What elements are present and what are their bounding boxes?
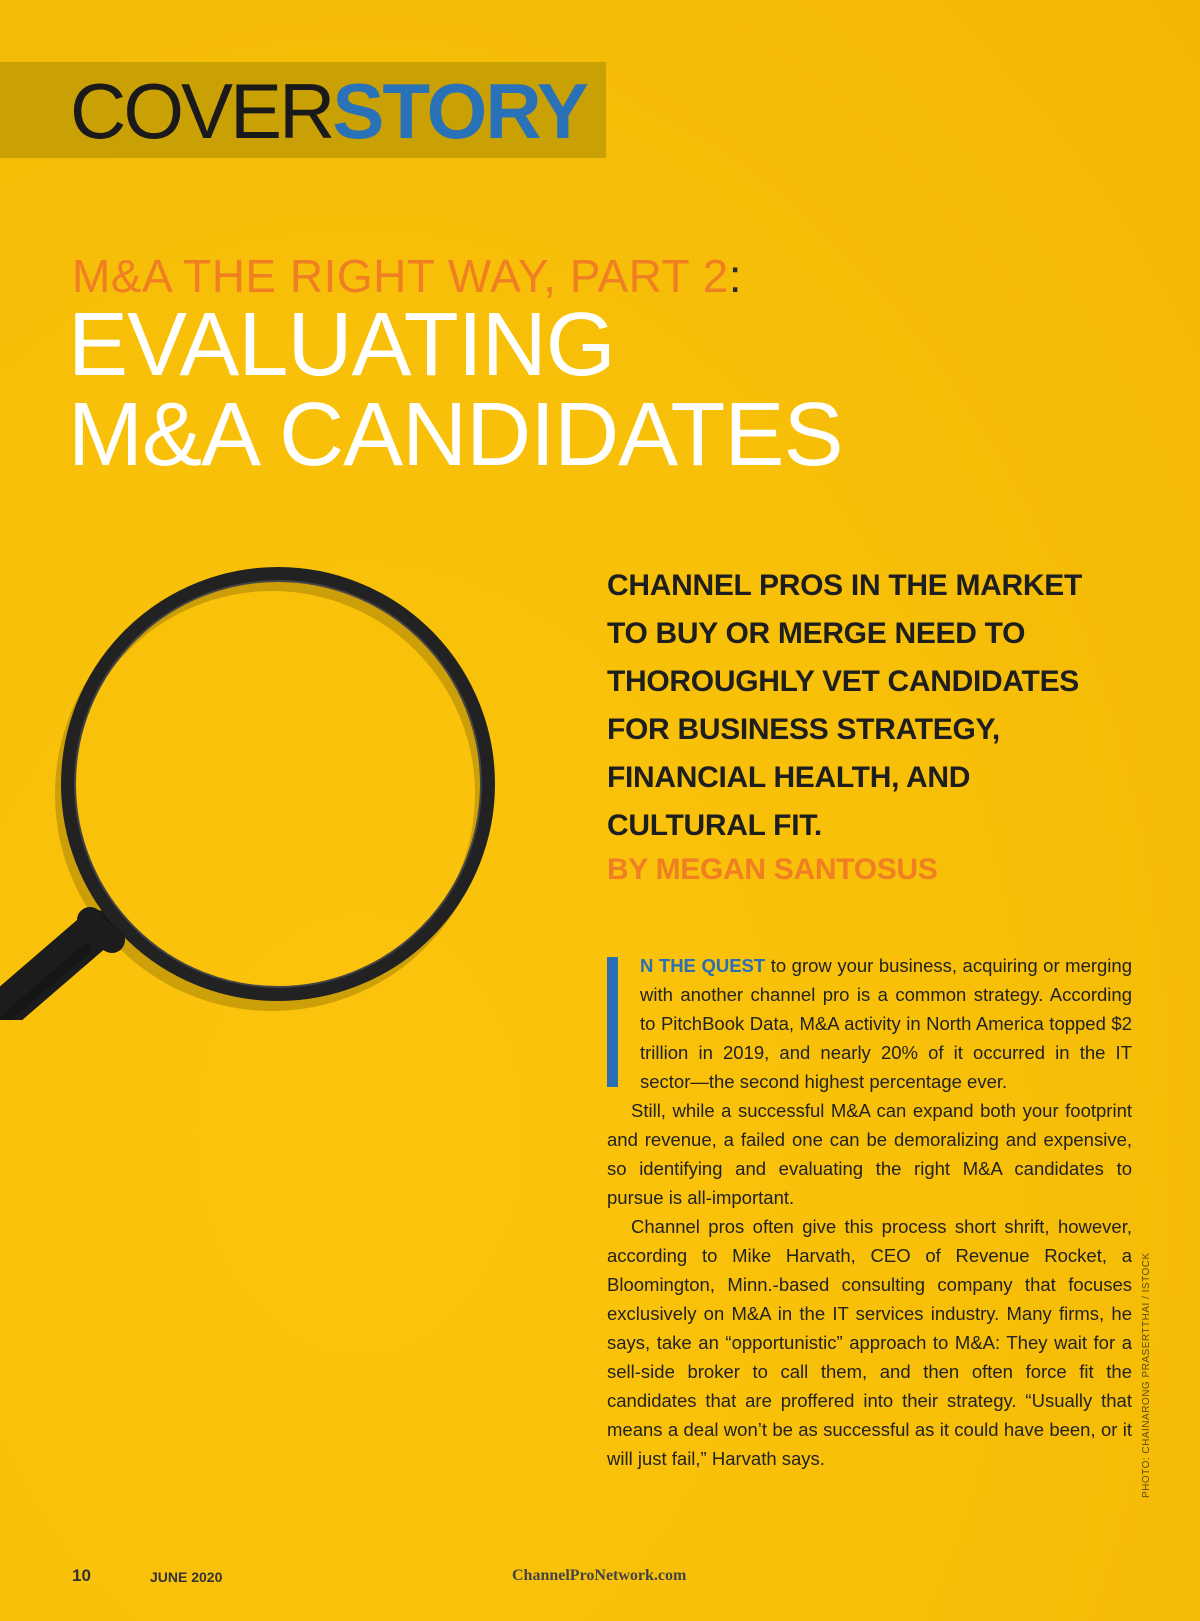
deck-line: THOROUGHLY VET CANDIDATES <box>607 665 1079 698</box>
deck-line: TO BUY OR MERGE NEED TO <box>607 617 1026 650</box>
deck-line: FINANCIAL HEALTH, AND <box>607 761 971 794</box>
article-body <box>607 951 1132 1473</box>
lead-in: N THE QUEST <box>640 955 766 976</box>
section-label-cover: COVER <box>70 67 333 155</box>
article-paragraph <box>607 951 1132 1096</box>
photo-credit: PHOTO: CHAINARONG PRASERTTHAI / ISTOCK <box>1141 1252 1152 1498</box>
article-paragraph: Still, while a successful M&A can expand both your footprint and revenue, a failed one can be demoralizing and expensive, so identifying and evaluating the right M&A candidates to pursue is all-important. <box>607 1100 1132 1208</box>
deck-line: CULTURAL FIT. <box>607 809 822 842</box>
article-paragraph: Channel pros often give this process short shrift, however, according to Mike Harvath, CEO of Revenue Rocket, a Bloomington, Minn.-based consulting company that focuses exclusively on M&A in the IT services industry. Many firms, he says, take an “opportunistic” approach to M&A: They wait for a sell-side broker to call them, and then often force fit the candidates that are proffered into their strategy. “Usually that means a deal won’t be as successful as it could have been, or it will just fail,” Harvath says. <box>607 1216 1132 1469</box>
issue-date: JUNE 2020 <box>150 1569 223 1585</box>
paragraph-text: to grow your business, acquiring or merging with another channel pro is a common strategy. According to PitchBook Data, M&A activity in North America topped $2 trillion in 2019, and nearly 20% of it occurred in the IT sector—the second highest percentage ever. <box>640 955 1132 1092</box>
byline: BY MEGAN SANTOSUS <box>607 853 938 886</box>
headline <box>68 295 843 485</box>
deck <box>607 562 1167 850</box>
website-link[interactable]: ChannelProNetwork.com <box>512 1567 687 1584</box>
section-label-story: STORY <box>332 67 587 155</box>
kicker-colon: : <box>728 250 742 302</box>
headline-line-2: M&A CANDIDATES <box>68 385 843 485</box>
headline-line-1: EVALUATING <box>68 295 615 395</box>
section-label <box>70 67 587 155</box>
deck-line: CHANNEL PROS IN THE MARKET <box>607 569 1082 602</box>
page-number: 10 <box>72 1566 91 1585</box>
deck-line: FOR BUSINESS STRATEGY, <box>607 713 1000 746</box>
drop-cap-bar <box>607 957 618 1087</box>
kicker-text: M&A THE RIGHT WAY, PART 2 <box>72 250 729 302</box>
magnifying-glass-icon <box>0 560 520 1020</box>
